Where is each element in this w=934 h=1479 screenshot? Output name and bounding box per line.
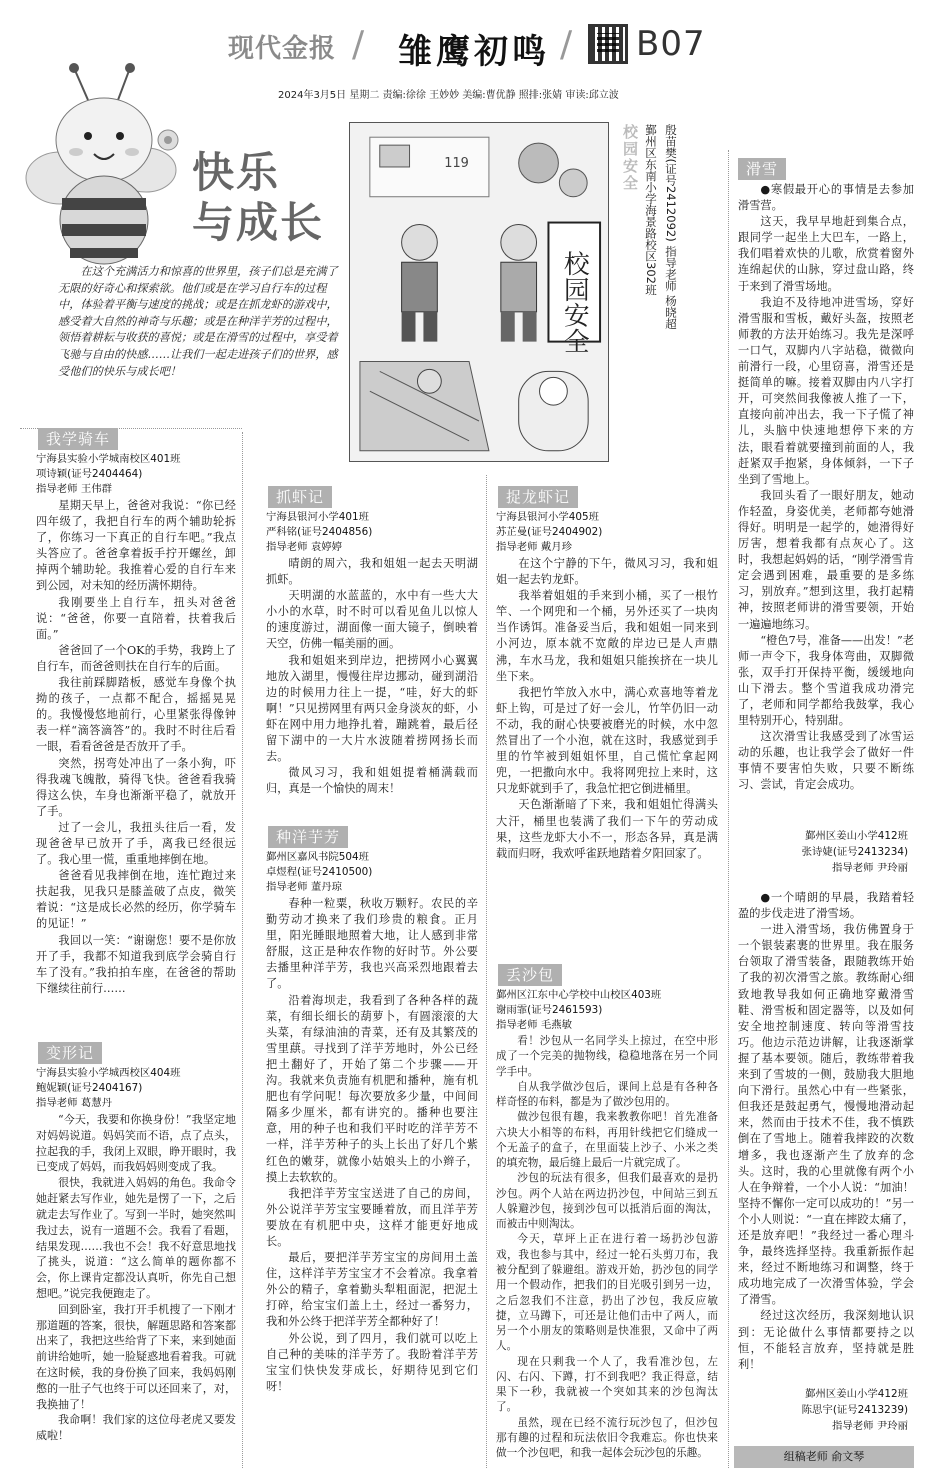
paragraph: 很快，我就进入妈妈的角色。我命令她赶紧去写作业，她先是愣了一下，之后就走去写作业了。写到一半时，她突然叫我过去，说有一道题不会。我看了看题，结果发现……我也不会！我不好意思地找了挑头，说道：“这么简单的题你都不会，你上课肯定都没认真听，你先自己想想吧。”说完我便跑走了。: [36, 1176, 236, 1300]
sign-student: 张诗婕(证号2413234): [801, 846, 908, 858]
byline-school: 宁海县实验小学城西校区404班: [36, 1067, 181, 1079]
sign-school: 鄞州区姜山小学412班: [805, 1388, 908, 1400]
article-byline: [496, 988, 661, 1033]
paragraph: 我举着姐姐的手来到小桶，买了一根竹竿、一个网兜和一个桶，另外还买了一块肉当作诱饵。准备妥当后，我和姐姐一同来到小河边，原本就不宽敞的岸边已是人声鼎沸，车水马龙，我和姐姐只能挨挤在一块儿坐下来。: [496, 589, 718, 683]
paragraph: 我命啊！我们家的这位母老虎又要发威啦！: [36, 1413, 236, 1443]
byline-student: 谢雨霏(证号2461593): [496, 1004, 603, 1016]
qr-code-icon[interactable]: [588, 24, 628, 64]
column-rule: [728, 150, 729, 1468]
article-body-taro: [266, 896, 478, 1395]
paragraph: 过了一会儿，我扭头往后一看，发现爸爸早已放开了手，离我已经很远了。我心里一慌，重重地摔倒在地。: [36, 820, 236, 867]
paragraph: 我把洋芋芳宝宝送进了自己的房间，外公说洋芋芳宝宝要睡着放，而且洋芋芳要放在有机肥中央，这样才能更好地成长。: [266, 1186, 478, 1248]
article-body-sandbag: [496, 1034, 718, 1461]
paragraph: 外公说，到了四月，我们就可以吃上自己种的美味的洋芋芳了。我盼着洋芋芳宝宝们快快发芽成长，好期待见到它们呀！: [266, 1331, 478, 1393]
article-body-dragonfish: [496, 556, 718, 862]
section-header-ski: 滑雪: [738, 158, 786, 180]
paragraph: 今天，草坪上正在进行着一场扔沙包游戏，我也参与其中，经过一轮石头剪刀布，我被分配到了躲避组。游戏开始，扔沙包的同学用一个假动作，把我们的目光吸引到另一边，之后忽我们不注意，扔出了沙包，我反应敏捷，立马蹲下，可还是让他们击中了两人，而另一个小朋友的策略则是快准狠，又命中了两人。: [496, 1233, 718, 1353]
paragraph: 春种一粒粟，秋收万颗籽。农民的辛勤劳动才换来了我们珍贵的粮食。正月里，阳光睡眼地照着大地，让人感到非常舒服，这正是种农作物的好时节。外公要去播里种洋芋芳，我也兴高采烈地跟着去了。: [266, 897, 478, 991]
section-title: 雏鹰初鸣: [398, 32, 550, 72]
feature-title-line: 与成长: [192, 198, 325, 247]
byline-student: 项诗颖(证号2404464): [36, 468, 143, 480]
paragraph: 天明湖的水蓝蓝的，水中有一些大大小小的水草，时不时可以看见鱼儿以惊人的速度游过，湖面像一面大镜子，倒映着天空，仿佛一幅美丽的画。: [266, 589, 478, 651]
paragraph: 我回以一笑：“谢谢您！要不是你放开了手，我都不知道我到底学会骑自行车了没有。”我拍拍车座，在爸爸的帮助下继续往前行……: [36, 933, 236, 995]
paragraph: 晴朗的周六，我和姐姐一起去天明湖抓虾。: [266, 557, 478, 587]
paragraph: 沙包的玩法有很多，但我们最喜欢的是扔沙包。两个人站在两边扔沙包，中间站三到五人躲避沙包，接到沙包可以抵消后面的淘汰，而被击中则淘汰。: [496, 1172, 718, 1231]
poster-student: 殷苗樊(证号2412092) 指导老师 杨晓超: [664, 124, 678, 330]
paragraph: 这天，我早早地赶到集合点，跟同学一起坐上大巴车，一路上，我们唱着欢快的儿歌，欣赏着窗外连绵起伏的山脉，穿过盘山路，终于来到了滑雪场地。: [738, 215, 914, 293]
column-rule: [486, 475, 487, 1468]
byline-student: 鲍妮颖(证号2404167): [36, 1082, 143, 1094]
byline-school: 宁海县实验小学城南校区401班: [36, 453, 181, 465]
svg-text:119: [444, 156, 469, 171]
paragraph: 天色渐渐暗了下来，我和姐姐忙得满头大汗，桶里也装满了我们一下午的劳动成果，这些龙虾大小不一，形态各异，真是满载而归呀，我欢呼雀跃地踏着夕阳回家了。: [496, 798, 718, 860]
divider-slash: /: [560, 24, 573, 65]
column-rule: [242, 432, 243, 1468]
paragraph: 经过这次经历，我深刻地认识到：无论做什么事情都要持之以恒，不能轻言放弃，坚持就是胜利！: [738, 1309, 914, 1371]
paragraph: 爸爸看见我摔倒在地，连忙跑过来扶起我，见我只是膝盖破了点皮，微笑着说：“这是成长必然的经历，你学骑车的见证！”: [36, 869, 236, 931]
paragraph: 自从我学做沙包后，课间上总是有各种各样奇怪的布料，都是为了做沙包用的。: [496, 1080, 718, 1109]
article-byline: [266, 510, 372, 555]
section-header-transform: 变形记: [38, 1042, 102, 1064]
byline-teacher: 指导老师 毛燕敏: [496, 1019, 573, 1031]
section-header-crayfish: 抓虾记: [268, 486, 332, 508]
paragraph: 最后，要把洋芋芳宝宝的房间用土盖住，这样洋芋芳宝宝才不会着凉。我拿着外公的精子，拿着勤头犁粗面泥，把泥土打碎，给宝宝们盖上土，经过一番努力，我和外公终于把洋芋芳全都种好了！: [266, 1251, 478, 1329]
article-body-ski1: [738, 182, 914, 794]
paragraph: “橙色7号，准备——出发！”老师一声令下，我身体弯曲，双脚微张，双手打开保持平衡，缓缓地向山下滑去。整个雪道我成功滑完了，老师和同学都给我鼓掌，我心里特别开心，特别甜。: [738, 633, 914, 728]
bee-illustration-icon: [18, 60, 188, 270]
byline-school: 宁海县银河小学401班: [266, 511, 369, 523]
paragraph: 一进入滑雪场，我仿佛置身于一个银装素裹的世界里。我在服务台领取了滑雪装备，跟随教练开始了我的初次滑雪之旅。教练耐心细致地教导我如何正确地穿戴滑雪鞋、滑雪板和固定器等，以及如何安全地控制速度、转向等滑雪技巧。他边示范边讲解，让我逐渐掌握了基本要领。随后，教练带着我来到了雪坡的一侧，鼓励我大胆地向下滑行。虽然心中有一些紧张，但我还是鼓起勇气，慢慢地滑动起来，然而由于技术不佳，我不慎跌倒在了雪地上。随着我摔跤的次数增多，我也逐渐产生了放弃的念头。这时，我的心里就像有两个小人在争辩着，一个小人说：“加油！坚持不懈你一定可以成功的！”另一个小人则说：“一直在摔跤太痛了，还是放弃吧！”我经过一番心理斗争，最终选择坚持。我重新振作起来，经过不断地练习和调整，终于成功地完成了一次滑雪体验，学会了滑雪。: [738, 923, 914, 1307]
paragraph: 星期天早上，爸爸对我说：“你已经四年级了，我把自行车的两个辅助轮拆了，你练习一下真正的自行车吧。”我点头答应了。爸爸拿着扳手拧开螺丝，卸掉两个辅助轮。我推着心爱的自行车来到公园，对未知的经历满怀期待。: [36, 499, 236, 593]
byline-school: 宁海县银河小学405班: [496, 511, 599, 523]
paragraph: 我迫不及待地冲进雪场，穿好滑雪服和雪板，戴好头盔，按照老师教的方法开始练习。我先是深呼一口气，双脚内八字站稳，微微向前滑行一段，心里窃喜，滑雪还是挺简单的嘛。接着双脚由内八字打开，可突然间我像被人推了一下，直接向前冲出去，我一下子慌了神儿，头脑中快速地想停下来的方法，眼看着就要撞到前面的人，我赶紧双手抱紧，身体倾斜，一下子坐到了雪地上。: [738, 295, 914, 486]
byline-teacher: 指导老师 葛慧丹: [36, 1097, 113, 1109]
paragraph: 微风习习，我和姐姐提着桶满载而归，真是一个愉快的周末！: [266, 766, 478, 796]
byline-student: 苏芷曼(证号2404902): [496, 526, 603, 538]
paragraph: “今天，我要和你换身份！”我坚定地对妈妈说道。妈妈笑而不语，点了点头，拉起我的手，我闭上双眼，睁开眼时，我已变成了妈妈，而我妈妈则变成了我。: [36, 1113, 236, 1174]
paragraph: 爸爸回了一个OK的手势，我跨上了自行车，而爸爸则扶在自行车的后面。: [36, 643, 236, 673]
sign-teacher: 指导老师 尹玲丽: [831, 1420, 908, 1432]
article-body-bike: [36, 498, 236, 997]
byline-school: 鄞州区江东中心学校中山校区403班: [496, 989, 662, 1001]
feature-intro: 在这个充满活力和惊喜的世界里，孩子们总是充满了无限的好奇心和探索欲。他们或是在学习自行车的过程中，体验着平衡与速度的挑战；或是在抓龙虾的游戏中，感受着大自然的神奇与乐趣；或是在种洋芋芳的过程中，领悟着耕耘与收获的喜悦；或是在滑雪的过程中，享受着飞驰与自由的快感……让我们一起走进孩子们的世界，感受他们的快乐与成长吧！: [58, 265, 338, 378]
paragraph: ●一个晴朗的早晨，我踏着轻盈的步伐走进了滑雪场。: [738, 891, 914, 921]
sign-school: 鄞州区姜山小学412班: [805, 830, 908, 842]
byline-teacher: 指导老师 袁婷婷: [266, 541, 343, 553]
paragraph: 我回头看了一眼好朋友，她动作轻盈，身姿优美，老师都夸她滑得好。明明是一起学的，她滑得好厉害，想着我都有点灰心了。这时，我想起妈妈的话，“刚学滑雪肯定会遇到困难，最重要的是多练习，别放弃。”想到这里，我打起精神，按照老师讲的滑雪要领，开始一遍遍地练习。: [738, 488, 914, 631]
article-byline: [36, 1066, 181, 1111]
divider-slash: /: [352, 24, 365, 65]
page-number: B07: [636, 24, 706, 64]
feature-title-line: 快乐: [192, 148, 281, 197]
sign-teacher: 指导老师 尹玲丽: [831, 862, 908, 874]
sign-student: 陈思宇(证号2413239): [801, 1404, 908, 1416]
paragraph: 我把竹竿放入水中，满心欢喜地等着龙虾上钩，可是过了好一会儿，竹竿仍旧一动不动，我的耐心快要被磨光的时候，水中忽然冒出了一个小泡，就在这时，我感觉到手里的竹竿被到姐姐怀里，自己慌忙拿起网兜，一把撒向水中。我将网兜拉上来时，这只龙虾就到手了，我急忙把它倒进桶里。: [496, 685, 718, 796]
article-signature: [802, 828, 908, 876]
section-header-taro: 种洋芋芳: [268, 826, 348, 848]
poster-sign-text: 校园安全: [559, 250, 590, 354]
dateline: 2024年3月5日 星期二 责编:徐徐 王妙妙 美编:曹优静 照排:张婧 审读:邱立波: [278, 90, 619, 101]
byline-teacher: 指导老师 戴月珍: [496, 541, 573, 553]
paragraph: 沿着海坝走，我看到了各种各样的蔬菜，有细长细长的葫萝卜，有圆滚滚的大头菜，有绿油油的青菜，还有及其繁茂的雪里蕻。寻找到了洋芋芳地时，外公已经把土翻好了，开始了第二个步骤——开沟。我就来负责施有机肥和播种，施有机肥也有学问呢！每次要放多少量，中间间隔多少厘米，都有讲究的。播种也要注意，用的种子也和我们平时吃的洋芋芳不一样，洋芋芳种子的头上长出了好几个紫红色的嫩芽，就像小姑娘头上的小辫子，摸上去软软的。: [266, 993, 478, 1184]
feature-title: [192, 148, 324, 248]
section-header-sandbag: 丢沙包: [498, 964, 562, 986]
newspaper-name: 现代金报: [228, 34, 337, 64]
editor-credit: 组稿老师 俞文琴: [734, 1446, 914, 1468]
article-body-ski2: [738, 890, 914, 1373]
safety-poster-drawing: [349, 122, 609, 462]
article-byline: [266, 850, 372, 895]
paragraph: 现在只剩我一个人了，我看准沙包，左闪、右闪、下蹲，打不到我吧？我正得意，结果下一秒，我就被一个突如其来的沙包淘汰了。: [496, 1355, 718, 1414]
paragraph: 我和姐姐来到岸边，把捞网小心翼翼地放入湖里，慢慢往岸边挪动，碰到湖沿边的时候用力往上一提，“哇，好大的虾啊！”只见捞网里有两只金身淡灰的虾，小虾在网中用力地挣扎着，蹦跳着，最后径留下湖中的一大片水波随着捞网扬长而去。: [266, 653, 478, 764]
paragraph: 回到卧室，我打开手机搜了一下刚才那道题的答案，很快，解题思路和答案都出来了，我把这些给背了下来，来到她面前讲给她听，她一脸疑惑地看着我。可就在这时候，我的身份换了回来，我妈妈刚憋的一肚子气也终于可以还回来了，对，我换抽了！: [36, 1302, 236, 1411]
paragraph: 看！沙包从一名同学头上掠过，在空中形成了一个完美的抛物线，稳稳地落在另一个同学手中。: [496, 1035, 718, 1078]
paragraph: 突然，拐弯处冲出了一条小狗，吓得我魂飞魄散，骑得飞快。爸爸看我骑得这么快，车身也渐渐平稳了，就放开了手。: [36, 756, 236, 818]
byline-student: 严科铭(证号2404856): [266, 526, 373, 538]
byline-teacher: 指导老师 董丹琼: [266, 881, 343, 893]
paragraph: 在这个宁静的下午，微风习习，我和姐姐一起去钓龙虾。: [496, 557, 718, 587]
article-body-transform: [36, 1112, 236, 1444]
paragraph: ●寒假最开心的事情是去参加滑雪营。: [738, 183, 914, 213]
paragraph: 我往前踩脚踏板，感觉车身像个执拗的孩子，一点都不配合，摇摇晃晃的。我慢慢悠地前行，心里紧张得像钟表一样“滴答滴答”的。我时不时往后看一眼，看看爸爸是否放开了手。: [36, 676, 236, 754]
article-body-crayfish: [266, 556, 478, 797]
paragraph: 我刚要坐上自行车，扭头对爸爸说：“爸爸，你要一直陪着，扶着我后面。”: [36, 595, 236, 641]
paragraph: 这次滑雪让我感受到了冰雪运动的乐趣，也让我学会了做好一件事情不要害怕失败，只要不断练习、尝试，肯定会成功。: [738, 730, 914, 792]
poster-school: 鄞州区东南小学海景路校区302班: [644, 124, 658, 296]
poster-badge-text: 119: [444, 155, 469, 171]
poster-header: 校园安全: [621, 124, 639, 192]
byline-school: 鄞州区嘉风书院504班: [266, 851, 369, 863]
byline-teacher: 指导老师 王伟群: [36, 483, 113, 495]
article-signature: [802, 1386, 908, 1434]
paragraph: 虽然，现在已经不流行玩沙包了，但沙包那有趣的过程和玩法依旧令我难忘。你也快来做一个沙包吧，和我一起体会玩沙包的乐趣。: [496, 1416, 718, 1460]
section-header-bike: 我学骑车: [38, 428, 118, 450]
paragraph: 做沙包很有趣，我来教教你吧！首先准备六块大小相等的布料，再用针线把它们缝成一个无盖子的盒子，在里面装上沙子、小米之类的填充物，最后缝上最后一片就完成了。: [496, 1111, 718, 1170]
section-header-dragonfish: 捉龙虾记: [498, 486, 578, 508]
article-byline: [36, 452, 181, 497]
byline-student: 卓煜程(证号2410500): [266, 866, 373, 878]
article-byline: [496, 510, 602, 555]
